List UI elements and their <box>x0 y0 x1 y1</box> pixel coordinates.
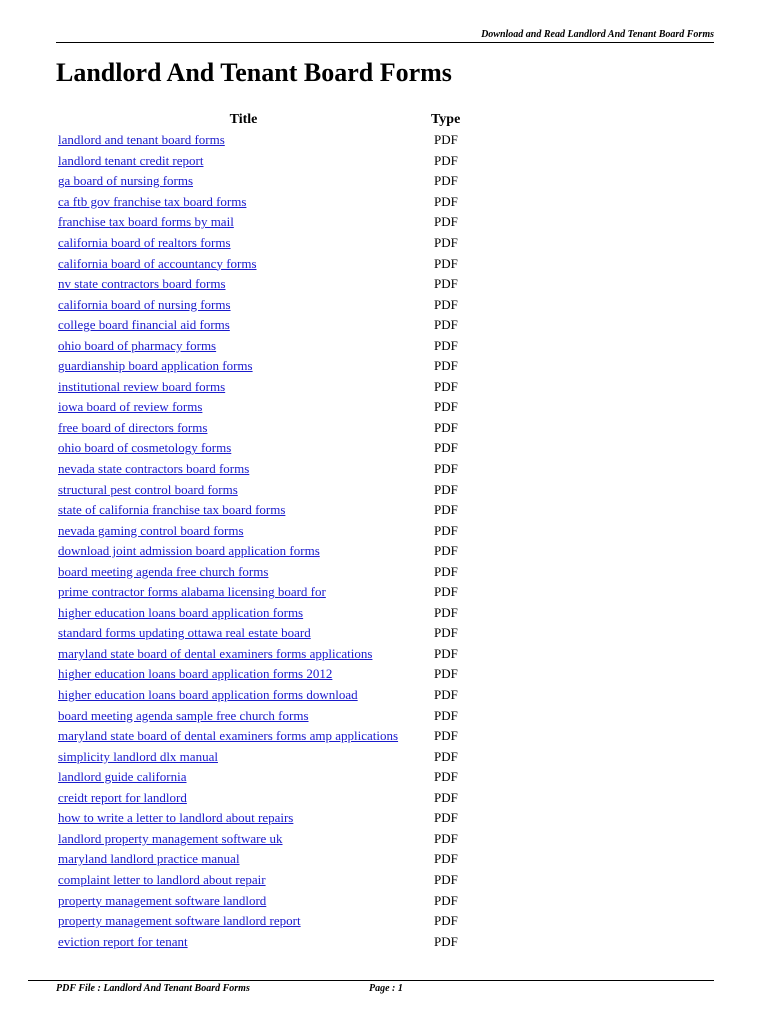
cell-type: PDF <box>434 584 458 600</box>
cell-title <box>56 890 431 911</box>
cell-title <box>56 746 431 767</box>
cell-type: PDF <box>434 296 458 312</box>
table-row <box>56 726 460 747</box>
cell-type: PDF <box>434 173 458 189</box>
cell-type: PDF <box>434 892 458 908</box>
cell-type: PDF <box>434 769 458 785</box>
cell-type: PDF <box>434 502 458 518</box>
table-row <box>56 192 460 213</box>
table-row <box>56 870 460 891</box>
document-link[interactable]: landlord and tenant board forms <box>58 132 225 148</box>
document-link[interactable]: structural pest control board forms <box>58 481 238 497</box>
cell-type: PDF <box>434 851 458 867</box>
table-row <box>56 603 460 624</box>
cell-title <box>56 829 431 850</box>
cell-title <box>56 849 431 870</box>
document-link[interactable]: maryland state board of dental examiners forms applications <box>58 645 373 661</box>
cell-type: PDF <box>434 789 458 805</box>
listing-table <box>56 110 460 952</box>
document-link[interactable]: california board of accountancy forms <box>58 255 257 271</box>
table-row <box>56 479 460 500</box>
cell-type: PDF <box>434 913 458 929</box>
cell-type: PDF <box>434 481 458 497</box>
cell-type: PDF <box>434 522 458 538</box>
cell-type: PDF <box>434 440 458 456</box>
table-row <box>56 253 460 274</box>
document-link[interactable]: maryland landlord practice manual <box>58 851 240 867</box>
cell-type: PDF <box>434 830 458 846</box>
cell-title <box>56 479 431 500</box>
cell-title <box>56 705 431 726</box>
cell-title <box>56 603 431 624</box>
cell-type: PDF <box>434 748 458 764</box>
cell-title <box>56 294 431 315</box>
cell-type: PDF <box>434 461 458 477</box>
page-header-text: Download and Read Landlord And Tenant Board Forms <box>481 29 714 40</box>
cell-title <box>56 664 431 685</box>
document-link[interactable]: landlord property management software uk <box>58 830 283 846</box>
table-row <box>56 911 460 932</box>
cell-type: PDF <box>434 728 458 744</box>
cell-title <box>56 171 431 192</box>
cell-title <box>56 685 431 706</box>
cell-type: PDF <box>434 235 458 250</box>
document-link[interactable]: maryland state board of dental examiners forms amp applications <box>58 728 399 744</box>
cell-type: PDF <box>434 666 458 682</box>
table-row <box>56 274 460 295</box>
table-row <box>56 459 460 480</box>
cell-title <box>56 438 431 459</box>
document-link[interactable]: prime contractor forms alabama licensing board for <box>58 584 326 600</box>
document-link[interactable]: complaint letter to landlord about repair <box>58 871 266 887</box>
cell-title <box>56 582 431 603</box>
cell-type: PDF <box>434 152 458 168</box>
document-link[interactable]: ohio board of cosmetology forms <box>58 440 232 456</box>
document-link[interactable]: iowa board of review forms <box>58 399 203 415</box>
cell-type: PDF <box>434 871 458 887</box>
cell-title <box>56 418 431 439</box>
table-row <box>56 767 460 788</box>
cell-type: PDF <box>434 214 458 230</box>
cell-type: PDF <box>434 810 458 826</box>
table-row <box>56 829 460 850</box>
document-link[interactable]: landlord guide california <box>58 769 187 785</box>
footer-file-label: PDF File : Landlord And Tenant Board Forms <box>56 983 250 994</box>
document-link[interactable]: ca ftb gov franchise tax board forms <box>58 193 247 209</box>
cell-title <box>56 788 431 809</box>
cell-title <box>56 644 431 665</box>
table-row <box>56 623 460 644</box>
table-row <box>56 664 460 685</box>
cell-type: PDF <box>434 378 458 394</box>
cell-title <box>56 212 431 233</box>
document-link[interactable]: ohio board of pharmacy forms <box>58 337 217 353</box>
table-row <box>56 561 460 582</box>
document-link[interactable]: guardianship board application forms <box>58 358 253 374</box>
document-link[interactable]: state of california franchise tax board forms <box>58 502 286 518</box>
document-link[interactable]: board meeting agenda free church forms <box>58 563 269 579</box>
document-link[interactable]: higher education loans board application forms download <box>58 687 358 703</box>
cell-type: PDF <box>434 563 458 579</box>
cell-title <box>56 808 431 829</box>
document-link[interactable]: simplicity landlord dlx manual <box>58 748 218 764</box>
table-row <box>56 788 460 809</box>
document-link[interactable]: franchise tax board forms by mail <box>58 214 234 230</box>
document-link[interactable]: download joint admission board application forms <box>58 543 320 559</box>
cell-title <box>56 315 431 336</box>
column-header-type: Type <box>431 112 461 127</box>
cell-type: PDF <box>434 543 458 559</box>
document-link[interactable]: nv state contractors board forms <box>58 276 226 292</box>
cell-title <box>56 541 431 562</box>
cell-type: PDF <box>434 707 458 723</box>
cell-type: PDF <box>434 193 458 209</box>
cell-title <box>56 274 431 295</box>
table-row <box>56 397 460 418</box>
cell-title <box>56 767 431 788</box>
table-header-row <box>56 110 460 130</box>
document-title: Landlord And Tenant Board Forms <box>56 58 452 87</box>
cell-title <box>56 335 431 356</box>
cell-title <box>56 377 431 398</box>
table-row <box>56 171 460 192</box>
cell-type: PDF <box>434 625 458 641</box>
document-link[interactable]: college board financial aid forms <box>58 317 230 333</box>
table-body <box>56 130 460 952</box>
table-row <box>56 500 460 521</box>
table-row <box>56 705 460 726</box>
cell-type: PDF <box>434 645 458 661</box>
document-link[interactable]: how to write a letter to landlord about repairs <box>58 810 294 826</box>
document-link[interactable]: institutional review board forms <box>58 378 226 394</box>
cell-type: PDF <box>434 604 458 620</box>
table-row <box>56 233 460 254</box>
table-row <box>56 315 460 336</box>
cell-type: PDF <box>434 132 458 148</box>
document-link[interactable]: higher education loans board application forms 2012 <box>58 666 333 682</box>
cell-title <box>56 151 431 172</box>
document-link[interactable]: higher education loans board application forms <box>58 604 304 620</box>
column-header-title: Title <box>229 112 258 127</box>
table-row <box>56 520 460 541</box>
cell-type: PDF <box>434 255 458 271</box>
cell-title <box>56 500 431 521</box>
table-row <box>56 582 460 603</box>
table-row <box>56 438 460 459</box>
table-row <box>56 890 460 911</box>
cell-title <box>56 130 431 151</box>
header-rule <box>56 42 714 43</box>
cell-title <box>56 911 431 932</box>
table-row <box>56 931 460 952</box>
document-link[interactable]: free board of directors forms <box>58 419 208 435</box>
cell-title <box>56 520 431 541</box>
table-row <box>56 418 460 439</box>
cell-type: PDF <box>434 317 458 333</box>
cell-title <box>56 356 431 377</box>
cell-type: PDF <box>434 687 458 703</box>
document-link[interactable]: property management software landlord <box>58 892 267 908</box>
table-row <box>56 541 460 562</box>
table-row <box>56 151 460 172</box>
document-link[interactable]: board meeting agenda sample free church forms <box>58 707 309 723</box>
cell-title <box>56 253 431 274</box>
cell-title <box>56 870 431 891</box>
table-row <box>56 294 460 315</box>
table-row <box>56 356 460 377</box>
cell-type: PDF <box>434 276 458 292</box>
document-link[interactable]: california board of nursing forms <box>58 296 231 312</box>
cell-title <box>56 459 431 480</box>
document-link[interactable]: creidt report for landlord <box>58 789 187 805</box>
cell-title <box>56 623 431 644</box>
document-link[interactable]: landlord tenant credit report <box>58 152 204 168</box>
table-row <box>56 212 460 233</box>
table-row <box>56 808 460 829</box>
document-link[interactable]: ga board of nursing forms <box>58 173 194 189</box>
table-row <box>56 377 460 398</box>
footer-rule <box>28 980 714 981</box>
table-row <box>56 746 460 767</box>
cell-type: PDF <box>434 419 458 435</box>
table-row <box>56 685 460 706</box>
cell-type: PDF <box>434 358 458 374</box>
cell-title <box>56 192 431 213</box>
document-link[interactable]: nevada state contractors board forms <box>58 461 250 477</box>
cell-title <box>56 397 431 418</box>
table-row <box>56 130 460 151</box>
cell-title <box>56 931 431 952</box>
cell-type: PDF <box>434 933 458 949</box>
table-row <box>56 644 460 665</box>
table-row <box>56 335 460 356</box>
footer-page-label: Page : 1 <box>369 983 403 994</box>
table-row <box>56 849 460 870</box>
cell-type: PDF <box>434 399 458 415</box>
cell-title <box>56 561 431 582</box>
cell-type: PDF <box>434 337 458 353</box>
document-link[interactable]: nevada gaming control board forms <box>58 522 244 538</box>
cell-title <box>56 233 431 254</box>
cell-title <box>56 726 431 747</box>
document-link[interactable]: property management software landlord report <box>58 913 301 929</box>
document-link[interactable]: eviction report for tenant <box>58 933 188 949</box>
document-link[interactable]: standard forms updating ottawa real estate board <box>58 625 311 641</box>
document-link[interactable]: california board of realtors forms <box>58 235 231 250</box>
